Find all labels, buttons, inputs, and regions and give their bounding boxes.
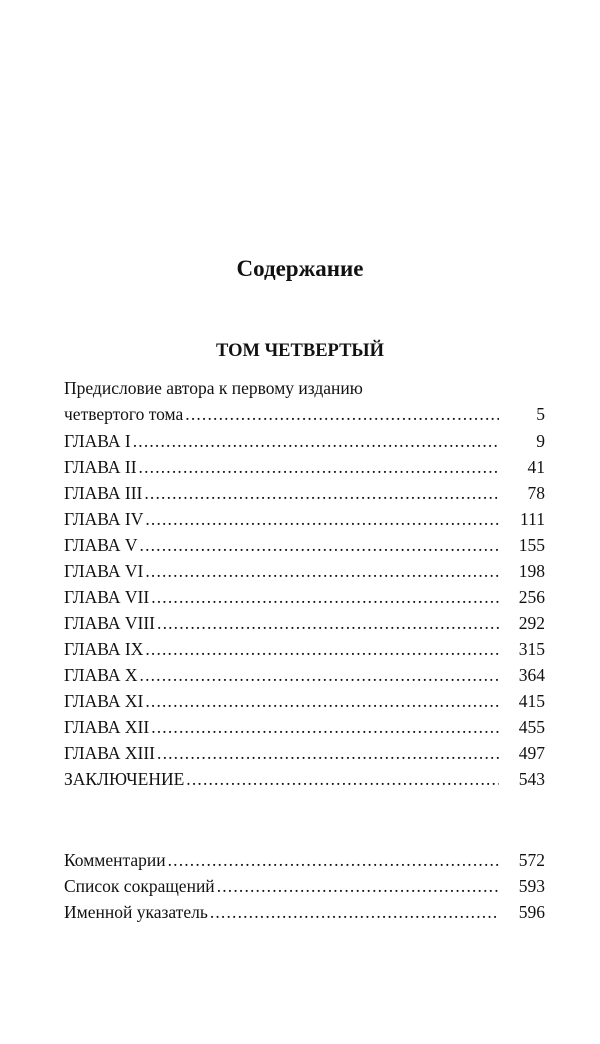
toc-entry-label: четвертого тома xyxy=(64,404,184,424)
toc-entry-label: Список сокращений xyxy=(64,876,215,896)
toc-entry-page: 572 xyxy=(518,850,545,870)
dot-leader xyxy=(151,715,499,739)
toc-entry-page: 415 xyxy=(518,691,545,711)
dot-leader xyxy=(140,663,499,687)
toc-entry-label: ЗАКЛЮЧЕНИЕ xyxy=(64,769,185,789)
toc-entry-page: 198 xyxy=(518,561,545,581)
dot-leader xyxy=(133,429,499,453)
preface-title-line: Предисловие автора к первому изданию xyxy=(64,378,363,398)
dot-leader xyxy=(140,533,499,557)
dot-leader xyxy=(145,637,499,661)
toc-entry-page: 9 xyxy=(536,431,545,451)
toc-entry-label: ГЛАВА I xyxy=(64,431,131,451)
dot-leader xyxy=(145,689,499,713)
toc-entry-page: 315 xyxy=(518,639,545,659)
toc-entry[interactable] xyxy=(64,663,545,687)
toc-entry[interactable] xyxy=(64,637,545,661)
dot-leader xyxy=(139,455,499,479)
toc-entry[interactable] xyxy=(64,767,545,791)
volume-heading: ТОМ ЧЕТВЕРТЫЙ xyxy=(216,341,384,361)
toc-entry-label: ГЛАВА IV xyxy=(64,509,144,529)
toc-entry-page: 593 xyxy=(518,876,545,896)
dot-leader xyxy=(145,559,499,583)
toc-entry-page: 78 xyxy=(527,483,545,503)
dot-leader xyxy=(186,767,499,791)
toc-entry-label: ГЛАВА X xyxy=(64,665,138,685)
toc-entry-label: ГЛАВА V xyxy=(64,535,138,555)
toc-entry-preface[interactable] xyxy=(64,402,545,426)
toc-entry[interactable] xyxy=(64,689,545,713)
toc-entry-page: 543 xyxy=(518,769,545,789)
toc-entry-label: Комментарии xyxy=(64,850,166,870)
toc-entry-page: 596 xyxy=(518,902,545,922)
toc-entry[interactable] xyxy=(64,848,545,872)
dot-leader xyxy=(185,402,499,426)
toc-entry-label: ГЛАВА II xyxy=(64,457,137,477)
toc-entry-label: ГЛАВА XI xyxy=(64,691,144,711)
dot-leader xyxy=(157,741,499,765)
toc-entry-page: 292 xyxy=(518,613,545,633)
toc-entry-label: ГЛАВА XIII xyxy=(64,743,156,763)
dot-leader xyxy=(168,848,499,872)
toc-entry[interactable] xyxy=(64,559,545,583)
toc-entry[interactable] xyxy=(64,611,545,635)
toc-entry-label: ГЛАВА IX xyxy=(64,639,144,659)
dot-leader xyxy=(144,481,499,505)
toc-entry-label: ГЛАВА VIII xyxy=(64,613,156,633)
toc-entry[interactable] xyxy=(64,507,545,531)
toc-entry[interactable] xyxy=(64,874,545,898)
toc-entry[interactable] xyxy=(64,455,545,479)
toc-entry[interactable] xyxy=(64,741,545,765)
toc-entry-label: ГЛАВА VII xyxy=(64,587,150,607)
toc-entry[interactable] xyxy=(64,533,545,557)
toc-entry-page: 5 xyxy=(536,404,545,424)
toc-entry-page: 497 xyxy=(518,743,545,763)
dot-leader xyxy=(210,900,499,924)
toc-entry[interactable] xyxy=(64,585,545,609)
dot-leader xyxy=(151,585,499,609)
toc-entry-page: 41 xyxy=(527,457,545,477)
toc-entry-page: 364 xyxy=(518,665,545,685)
toc-entry-label: ГЛАВА III xyxy=(64,483,143,503)
page-title: Содержание xyxy=(236,256,364,281)
toc-entry-label: Именной указатель xyxy=(64,902,208,922)
dot-leader xyxy=(157,611,499,635)
toc-entry-page: 455 xyxy=(518,717,545,737)
toc-entry[interactable] xyxy=(64,429,545,453)
toc-entry[interactable] xyxy=(64,481,545,505)
toc-entry[interactable] xyxy=(64,900,545,924)
toc-entry-page: 111 xyxy=(520,509,545,529)
toc-entry[interactable] xyxy=(64,715,545,739)
dot-leader xyxy=(217,874,499,898)
toc-entry-label: ГЛАВА VI xyxy=(64,561,144,581)
toc-entry-page: 256 xyxy=(518,587,545,607)
toc-entry-label: ГЛАВА XII xyxy=(64,717,150,737)
dot-leader xyxy=(145,507,499,531)
toc-entry-page: 155 xyxy=(518,535,545,555)
